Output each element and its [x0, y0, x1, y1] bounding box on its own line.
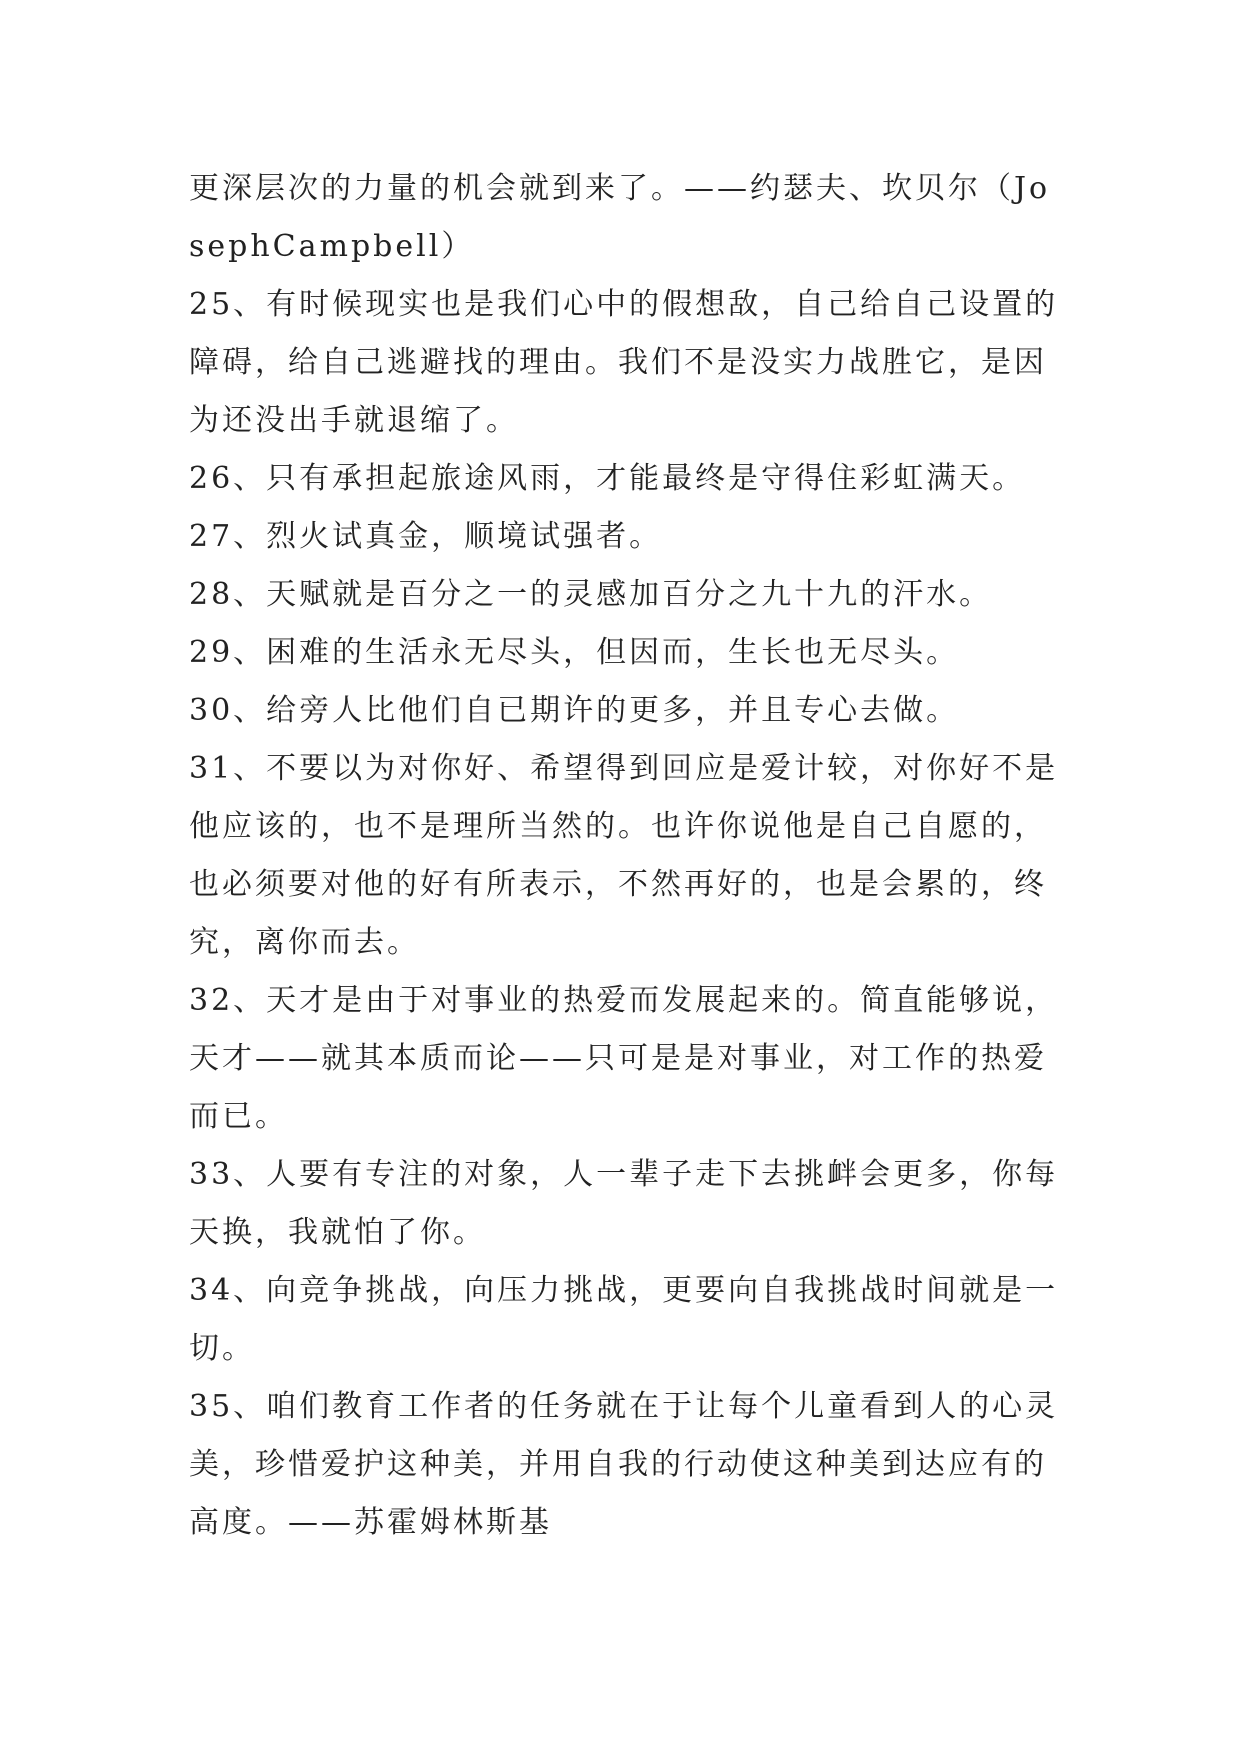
quote-26: 26、只有承担起旅途风雨，才能最终是守得住彩虹满天。	[189, 461, 1026, 496]
quote-31: 31、不要以为对你好、希望得到回应是爱计较，对你好不是他应该的，也不是理所当然的。也许你说他是自己自愿的，也必须要对他的好有所表示，不然再好的，也是会累的，终究，离你而去。	[189, 751, 1059, 960]
quote-30: 30、给旁人比他们自已期许的更多，并且专心去做。	[189, 693, 960, 728]
document-body	[189, 160, 1061, 1552]
quote-28: 28、天赋就是百分之一的灵感加百分之九十九的汗水。	[189, 577, 993, 612]
quote-29: 29、困难的生活永无尽头，但因而，生长也无尽头。	[189, 635, 960, 670]
quote-33: 33、人要有专注的对象，人一辈子走下去挑衅会更多，你每天换，我就怕了你。	[189, 1157, 1059, 1250]
quote-34: 34、向竞争挑战，向压力挑战，更要向自我挑战时间就是一切。	[189, 1273, 1059, 1366]
paragraph-continued: 更深层次的力量的机会就到来了。——约瑟夫、坎贝尔（JosephCampbell）	[189, 171, 1051, 264]
quote-35: 35、咱们教育工作者的任务就在于让每个儿童看到人的心灵美，珍惜爱护这种美，并用自我的行动使这种美到达应有的高度。——苏霍姆林斯基	[189, 1389, 1059, 1540]
quote-27: 27、烈火试真金，顺境试强者。	[189, 519, 663, 554]
quote-32: 32、天才是由于对事业的热爱而发展起来的。简直能够说，天才——就其本质而论——只可是是对事业，对工作的热爱而已。	[189, 983, 1059, 1134]
quote-25: 25、有时候现实也是我们心中的假想敌，自己给自己设置的障碍，给自己逃避找的理由。我们不是没实力战胜它，是因为还没出手就退缩了。	[189, 287, 1059, 438]
